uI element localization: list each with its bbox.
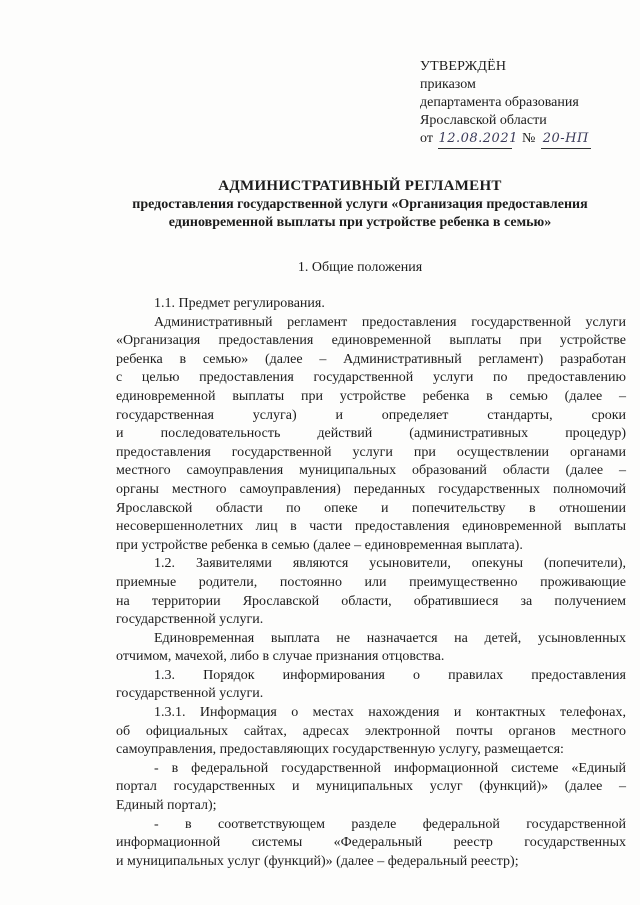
- document-subtitle-line-1: предоставления государственной услуги «Организация предоставления: [132, 197, 588, 212]
- body-line: самоуправления, предоставляющих государственную услугу, размещается:: [116, 742, 564, 758]
- document-subtitle-line-2: единовременной выплаты при устройстве ребенка в семью»: [168, 215, 552, 230]
- approval-line-department: департамента образования: [420, 95, 579, 110]
- handwritten-number: 20-НП: [541, 130, 591, 149]
- body-line: с целью предоставления государственной услуги по предоставлению: [116, 370, 626, 386]
- handwritten-date: 12.08.2021: [438, 130, 512, 149]
- approval-date-number-row: [420, 130, 620, 149]
- approval-heading: УТВЕРЖДЁН: [420, 59, 507, 74]
- body-line: 1.3.1. Информация о местах нахождения и контактных телефонах,: [154, 705, 626, 721]
- date-prefix: от: [420, 131, 433, 146]
- body-line: местного самоуправления муниципальных образований области (далее –: [116, 463, 626, 479]
- body-line: государственная услуга) и определяет стандарты, сроки: [116, 407, 626, 423]
- document-title: АДМИНИСТРАТИВНЫЙ РЕГЛАМЕНТ: [218, 178, 502, 194]
- approval-line-region: Ярославской области: [420, 113, 547, 128]
- body-line: при устройстве ребенка в семью (далее – единовременная выплата).: [116, 537, 523, 553]
- body-line: Единый портал);: [116, 798, 217, 814]
- body-line: ребенка в семью» (далее – Административный регламент) разработан: [116, 351, 626, 367]
- approval-stamp-block: [420, 58, 620, 149]
- document-title-block: [100, 177, 620, 232]
- body-line: на территории Ярославской области, обратившиеся за получением: [116, 593, 626, 609]
- body-line: отчимом, мачехой, либо в случае признания отцовства.: [116, 649, 445, 665]
- number-prefix: №: [521, 131, 536, 146]
- body-line: приемные родители, постоянно или преимущественно проживающие: [116, 574, 626, 590]
- body-line: Административный регламент предоставления государственной услуги: [154, 314, 626, 330]
- body-line: информационной системы «Федеральный реестр государственных: [116, 835, 626, 851]
- approval-line-order: приказом: [420, 77, 476, 92]
- body-line: портал государственных и муниципальных услуг (функций)» (далее –: [116, 779, 626, 795]
- body-line: единовременной выплаты при устройстве ребенка в семью (далее –: [116, 388, 626, 404]
- body-line: органы местного самоуправления) переданных государственных полномочий: [116, 481, 626, 497]
- body-line: государственной услуги.: [116, 612, 264, 628]
- body-line: и муниципальных услуг (функций)» (далее – федеральный реестр);: [116, 853, 519, 869]
- body-line: 1.1. Предмет регулирования.: [154, 296, 325, 311]
- body-line: 1.3. Порядок информирования о правилах предоставления: [154, 667, 626, 683]
- body-line: - в соответствующем разделе федеральной государственной: [154, 816, 626, 832]
- body-line: - в федеральной государственной информационной системе «Единый: [154, 760, 626, 776]
- body-line: Ярославской области по опеке и попечительству в отношении: [116, 500, 626, 516]
- body-line: Единовременная выплата не назначается на детей, усыновленных: [154, 630, 626, 646]
- document-body: [116, 295, 626, 871]
- body-line: об официальных сайтах, адресах электронной почты органов местного: [116, 723, 626, 739]
- body-line: «Организация предоставления единовременной выплаты при устройстве: [116, 333, 626, 349]
- body-line: 1.2. Заявителями являются усыновители, опекуны (попечители),: [154, 556, 626, 572]
- body-line: несовершеннолетних лиц в части предоставления единовременной выплаты: [116, 519, 626, 535]
- body-line: и последовательность действий (административных процедур): [116, 426, 626, 442]
- section-heading: 1. Общие положения: [297, 260, 423, 275]
- body-line: государственной услуги.: [116, 686, 264, 702]
- body-line: предоставления государственной услуги при осуществлении органами: [116, 444, 626, 460]
